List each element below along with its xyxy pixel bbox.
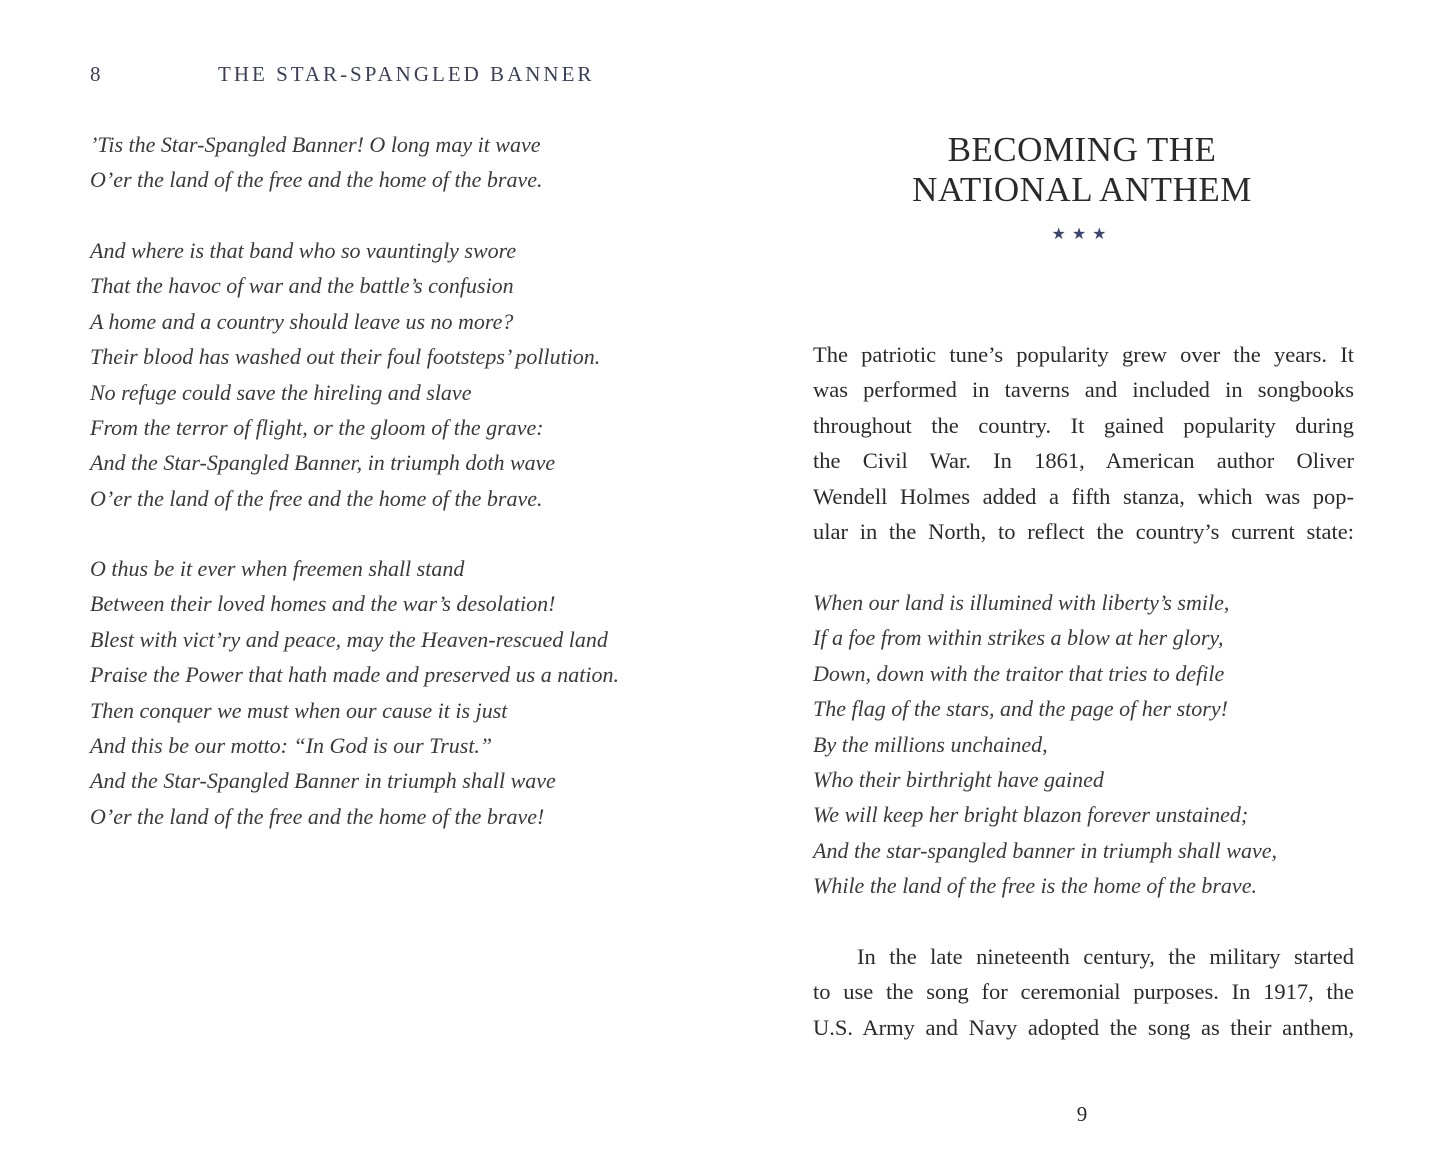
verse-line: No refuge could save the hireling and slave: [90, 379, 472, 405]
paragraph-line: the Civil War. In 1861, American author Oliver: [813, 448, 1354, 474]
right-page: [722, 0, 1445, 1174]
verse-line: Then conquer we must when our cause it is just: [90, 697, 508, 723]
paragraph-line: The patriotic tune’s popularity grew over the years. It: [813, 342, 1354, 367]
verse-line: O thus be it ever when freemen shall stand: [90, 556, 465, 581]
chapter-title: [862, 130, 1302, 210]
anthem-stanza-fourth: [90, 551, 619, 834]
verse-line: Blest with vict’ry and peace, may the Heaven-rescued land: [90, 626, 608, 652]
verse-line: ’Tis the Star-Spangled Banner! O long may it wave: [90, 132, 541, 157]
verse-line: From the terror of flight, or the gloom of the grave:: [90, 414, 544, 440]
running-head-title: THE STAR-SPANGLED BANNER: [218, 62, 595, 86]
anthem-stanza-closing-lines: [90, 127, 543, 198]
paragraph-line: was performed in taverns and included in songbooks: [813, 377, 1354, 403]
verse-line: Down, down with the traitor that tries to defile: [813, 660, 1225, 686]
verse-line: And the star-spangled banner in triumph shall wave,: [813, 837, 1277, 863]
verse-line: That the havoc of war and the battle’s confusion: [90, 273, 514, 299]
verse-line: When our land is illumined with liberty’s smile,: [813, 590, 1230, 615]
paragraph-line: ular in the North, to reflect the country’s current state:: [813, 518, 1354, 544]
page-number-left: 8: [90, 62, 101, 86]
chapter-title-line: BECOMING THE: [947, 130, 1217, 169]
verse-line: By the millions unchained,: [813, 731, 1048, 757]
verse-line: And where is that band who so vauntingly swore: [90, 238, 517, 263]
verse-line: Between their loved homes and the war’s desolation!: [90, 591, 556, 617]
paragraph-line: Wendell Holmes added a fifth stanza, which was pop-: [813, 483, 1354, 509]
anthem-stanza-third: [90, 233, 600, 516]
running-head: [90, 62, 594, 87]
left-page: [0, 0, 722, 1174]
verse-line: Who their birthright have gained: [813, 766, 1104, 792]
verse-line: We will keep her bright blazon forever unstained;: [813, 802, 1249, 828]
paragraph-line: to use the song for ceremonial purposes. In 1917, the: [813, 979, 1354, 1005]
page-number-right: 9: [1076, 1102, 1088, 1126]
verse-line: And this be our motto: “In God is our Trust.”: [90, 732, 493, 758]
paragraph-line: U.S. Army and Navy adopted the song as their anthem,: [813, 1014, 1354, 1040]
fifth-stanza: [813, 585, 1277, 904]
star-ornament: ★★★: [1051, 224, 1113, 243]
chapter-title-line: NATIONAL ANTHEM: [912, 170, 1252, 209]
verse-line: While the land of the free is the home of the brave.: [813, 873, 1257, 899]
verse-line: O’er the land of the free and the home of the brave!: [90, 803, 545, 829]
verse-line: A home and a country should leave us no more?: [90, 308, 514, 334]
verse-line: And the Star-Spangled Banner in triumph shall wave: [90, 768, 556, 794]
verse-line: Praise the Power that hath made and preserved us a nation.: [90, 662, 619, 688]
body-paragraph: [813, 337, 1354, 549]
verse-line: Their blood has washed out their foul footsteps’ pollution.: [90, 344, 601, 370]
verse-line: If a foe from within strikes a blow at her glory,: [813, 625, 1224, 651]
paragraph-line: In the late nineteenth century, the military started: [857, 944, 1354, 969]
verse-line: The flag of the stars, and the page of her story!: [813, 696, 1228, 722]
verse-line: And the Star-Spangled Banner, in triumph doth wave: [90, 450, 556, 476]
verse-line: O’er the land of the free and the home of the brave.: [90, 485, 543, 511]
verse-line: O’er the land of the free and the home of the brave.: [90, 167, 543, 193]
body-paragraph: [813, 939, 1354, 1045]
paragraph-line: throughout the country. It gained popularity during: [813, 412, 1354, 438]
